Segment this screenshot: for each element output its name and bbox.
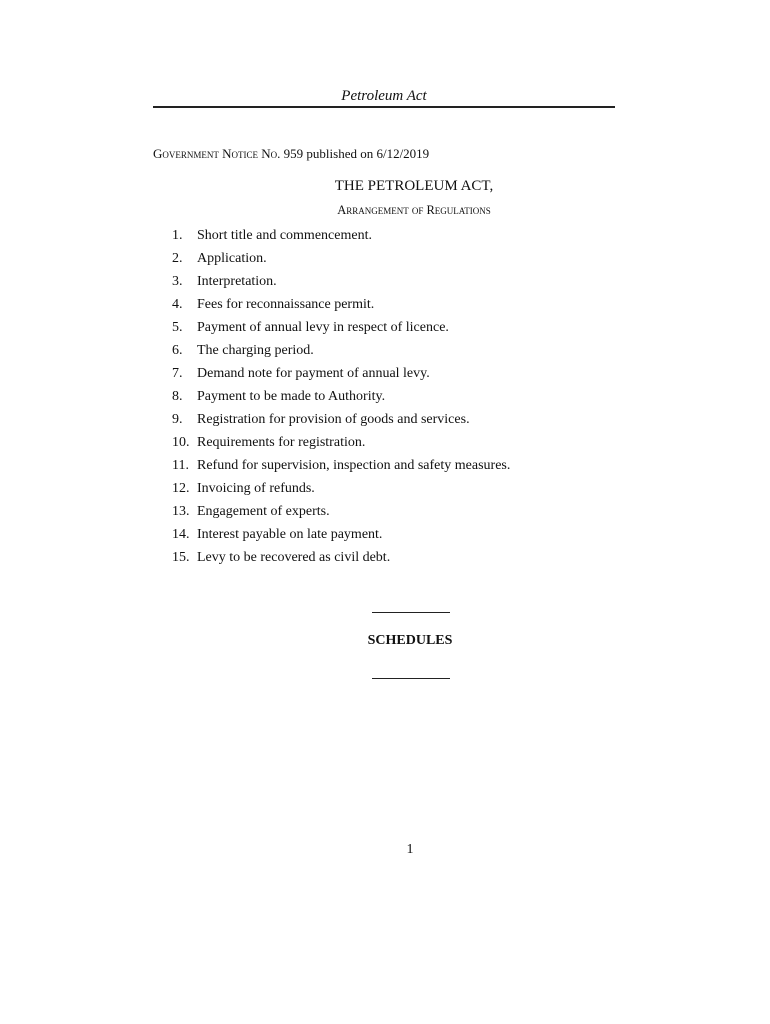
item-title: Payment of annual levy in respect of licence. <box>197 320 449 335</box>
list-item <box>172 387 510 410</box>
regulations-list <box>172 226 510 571</box>
running-header: Petroleum Act <box>341 88 427 104</box>
item-title: Interpretation. <box>197 274 277 289</box>
list-item <box>172 272 510 295</box>
item-number: 3. <box>172 274 183 289</box>
item-title: Refund for supervision, inspection and safety measures. <box>197 458 511 473</box>
item-number: 7. <box>172 366 183 381</box>
list-item <box>172 456 510 479</box>
header-rule <box>153 106 615 108</box>
item-title: Levy to be recovered as civil debt. <box>197 550 391 565</box>
list-item <box>172 364 510 387</box>
item-title: Registration for provision of goods and services. <box>197 412 470 427</box>
list-item <box>172 502 510 525</box>
item-number: 9. <box>172 412 183 427</box>
item-number: 11. <box>172 458 189 473</box>
item-number: 12. <box>172 481 190 496</box>
page-number: 1 <box>406 842 414 857</box>
item-title: Invoicing of refunds. <box>197 481 315 496</box>
document-title: THE PETROLEUM ACT, <box>334 178 494 194</box>
item-number: 6. <box>172 343 183 358</box>
notice-number: 959 <box>283 146 304 161</box>
list-item <box>172 295 510 318</box>
item-number: 10. <box>172 435 190 450</box>
item-number: 5. <box>172 320 183 335</box>
item-title: The charging period. <box>197 343 314 358</box>
schedules-heading: SCHEDULES <box>367 633 453 648</box>
item-number: 15. <box>172 550 190 565</box>
list-item <box>172 548 510 571</box>
list-item <box>172 479 510 502</box>
list-item <box>172 318 510 341</box>
item-number: 8. <box>172 389 183 404</box>
list-item <box>172 341 510 364</box>
arrangement-heading: Arrangement of Regulations <box>337 203 491 217</box>
list-item <box>172 410 510 433</box>
list-item <box>172 249 510 272</box>
item-title: Engagement of experts. <box>197 504 330 519</box>
schedules-divider-bottom <box>372 678 450 679</box>
item-number: 13. <box>172 504 190 519</box>
item-title: Requirements for registration. <box>197 435 366 450</box>
list-item <box>172 433 510 456</box>
government-notice <box>153 145 429 163</box>
item-title: Interest payable on late payment. <box>197 527 383 542</box>
item-title: Application. <box>197 251 267 266</box>
item-number: 14. <box>172 527 190 542</box>
notice-published-date: published on 6/12/2019 <box>306 146 430 161</box>
list-item <box>172 226 510 249</box>
item-title: Payment to be made to Authority. <box>197 389 386 404</box>
item-number: 4. <box>172 297 183 312</box>
list-item <box>172 525 510 548</box>
item-number: 2. <box>172 251 183 266</box>
schedules-divider-top <box>372 612 450 613</box>
item-title: Fees for reconnaissance permit. <box>197 297 375 312</box>
notice-label: Government Notice No. <box>153 146 281 161</box>
item-title: Short title and commencement. <box>197 228 372 243</box>
item-number: 1. <box>172 228 183 243</box>
item-title: Demand note for payment of annual levy. <box>197 366 430 381</box>
